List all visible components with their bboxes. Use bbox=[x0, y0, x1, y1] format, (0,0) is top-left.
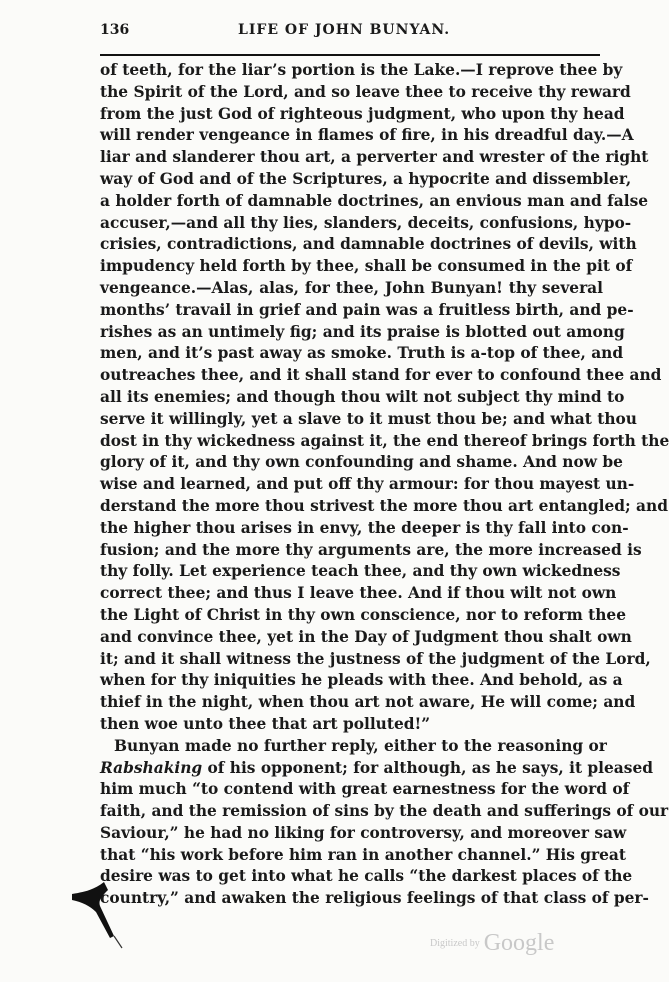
text-line: men, and it’s past away as smoke. Truth is a-top of thee, and bbox=[100, 344, 624, 363]
text-line: then woe unto thee that art polluted!” bbox=[100, 714, 431, 733]
google-logo-text: Google bbox=[483, 930, 555, 956]
text-line: impudency held forth by thee, shall be consumed in the pit of bbox=[100, 257, 633, 276]
text-line: thief in the night, when thou art not aware, He will come; and bbox=[100, 693, 636, 712]
page-number: 136 bbox=[100, 22, 130, 38]
digitized-watermark bbox=[430, 930, 554, 957]
ink-blot-mark bbox=[70, 878, 130, 950]
text-line: Bunyan made no further reply, either to the reasoning or bbox=[114, 736, 607, 755]
text-line: country,” and awaken the religious feelings of that class of per- bbox=[100, 889, 649, 908]
text-line: accuser,—and all thy lies, slanders, deceits, confusions, hypo- bbox=[100, 213, 632, 232]
text-line: dost in thy wickedness against it, the end thereof brings forth the bbox=[100, 431, 669, 450]
text-line: fusion; and the more thy arguments are, the more increased is bbox=[100, 540, 642, 559]
text-line: faith, and the remission of sins by the death and sufferings of our bbox=[100, 802, 669, 821]
text-line: serve it willingly, yet a slave to it must thou be; and what thou bbox=[100, 409, 637, 428]
text-line: glory of it, and thy own confounding and shame. And now be bbox=[100, 453, 623, 472]
text-line: wise and learned, and put off thy armour: for thou mayest un- bbox=[100, 475, 635, 494]
text-line: of teeth, for the liar’s portion is the Lake.—I reprove thee by bbox=[100, 61, 623, 79]
text-line: Saviour,” he had no liking for controversy, and moreover saw bbox=[100, 823, 627, 842]
text-line: thy folly. Let experience teach thee, and thy own wickedness bbox=[100, 562, 621, 581]
text-span: of his opponent; for although, as he says, it pleased bbox=[202, 758, 654, 777]
running-title: LIFE OF JOHN BUNYAN. bbox=[238, 22, 451, 38]
text-line: a holder forth of damnable doctrines, an envious man and false bbox=[100, 191, 649, 210]
text-line: rishes as an untimely fig; and its praise is blotted out among bbox=[100, 322, 625, 341]
text-line: derstand the more thou strivest the more thou art entangled; and bbox=[100, 496, 668, 515]
page-header bbox=[100, 22, 600, 44]
text-line: him much “to contend with great earnestness for the word of bbox=[100, 780, 630, 799]
text-line: all its enemies; and though thou wilt not subject thy mind to bbox=[100, 387, 625, 406]
text-line: desire was to get into what he calls “the darkest places of the bbox=[100, 867, 633, 886]
text-line: the higher thou arises in envy, the deeper is thy fall into con- bbox=[100, 518, 629, 537]
text-line: and convince thee, yet in the Day of Judgment thou shalt own bbox=[100, 627, 632, 646]
text-line: way of God and of the Scriptures, a hypocrite and dissembler, bbox=[100, 169, 632, 188]
text-line: it; and it shall witness the justness of the judgment of the Lord, bbox=[100, 649, 651, 668]
text-line: the Light of Christ in thy own conscience, nor to reform thee bbox=[100, 605, 627, 624]
text-line: when for thy iniquities he pleads with thee. And behold, as a bbox=[100, 671, 623, 690]
italic-word: Rabshaking bbox=[100, 758, 203, 777]
text-line: from the just God of righteous judgment, who upon thy head bbox=[100, 104, 625, 123]
text-line: months’ travail in grief and pain was a fruitless birth, and pe- bbox=[100, 300, 634, 319]
text-line: correct thee; and thus I leave thee. And if thou wilt not own bbox=[100, 584, 617, 603]
text-line: outreaches thee, and it shall stand for ever to confound thee and bbox=[100, 366, 662, 385]
text-line: will render vengeance in flames of fire, in his dreadful day.—A bbox=[100, 126, 634, 145]
text-line: vengeance.—Alas, alas, for thee, John Bunyan! thy several bbox=[100, 278, 603, 297]
watermark-small-text: Digitized by bbox=[430, 938, 480, 949]
text-line: crisies, contradictions, and damnable doctrines of devils, with bbox=[100, 235, 637, 254]
text-line: the Spirit of the Lord, and so leave thee to receive thy reward bbox=[100, 82, 631, 101]
header-rule bbox=[100, 54, 600, 56]
text-line bbox=[100, 758, 654, 780]
body-text bbox=[100, 60, 669, 910]
text-line: liar and slanderer thou art, a perverter and wrester of the right bbox=[100, 148, 649, 167]
text-line: that “his work before him ran in another channel.” His great bbox=[100, 845, 626, 864]
